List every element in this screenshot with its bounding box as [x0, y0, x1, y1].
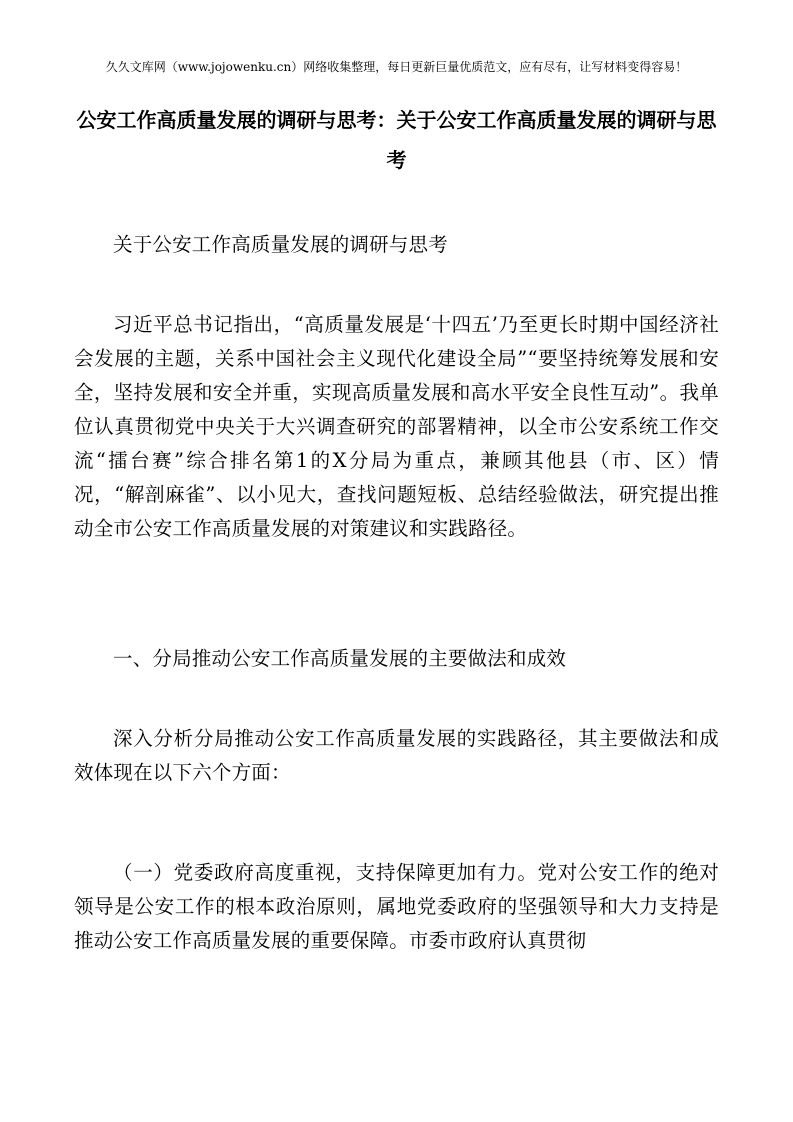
paragraph-item-1 — [74, 856, 719, 958]
paragraph-subtitle — [74, 228, 719, 262]
subtitle-text: 关于公安工作高质量发展的调研与思考 — [113, 233, 448, 256]
section-1-heading — [74, 642, 719, 676]
document-title: 公安工作高质量发展的调研与思考：关于公安工作高质量发展的调研与思考 — [76, 108, 717, 172]
paragraph-section-1-lead — [74, 722, 719, 790]
page-header-notice: 久久文库网（www.jojowenku.cn）网络收集整理，每日更新巨量优质范文，应有尽有，让写材料变得容易！ — [105, 60, 688, 74]
section-1-heading-text: 一、分局推动公安工作高质量发展的主要做法和成效 — [113, 647, 567, 670]
intro-text: 习近平总书记指出，“高质量发展是‘十四五’乃至更长时期中国经济社会发展的主题，关系中国社会主义现代化建设全局”“要坚持统筹发展和安全，坚持发展和安全并重，实现高质量发展和高水平安全良性互动”。我单位认真贯彻党中央关于大兴调查研究的部署精神，以全市公安系统工作交流“擂台赛”综合排名第1的X分局为重点，兼顾其他县（市、区）情况，“解剖麻雀”、以小见大，查找问题短板、总结经验做法，研究提出推动全市公安工作高质量发展的对策建议和实践路径。 — [74, 313, 719, 540]
section-1-lead-text: 深入分析分局推动公安工作高质量发展的实践路径，其主要做法和成效体现在以下六个方面： — [74, 727, 719, 784]
item-1-text: （一）党委政府高度重视，支持保障更加有力。党对公安工作的绝对领导是公安工作的根本政治原则，属地党委政府的坚强领导和大力支持是推动公安工作高质量发展的重要保障。市委市政府认真贯彻 — [74, 861, 719, 952]
paragraph-intro — [74, 308, 719, 546]
